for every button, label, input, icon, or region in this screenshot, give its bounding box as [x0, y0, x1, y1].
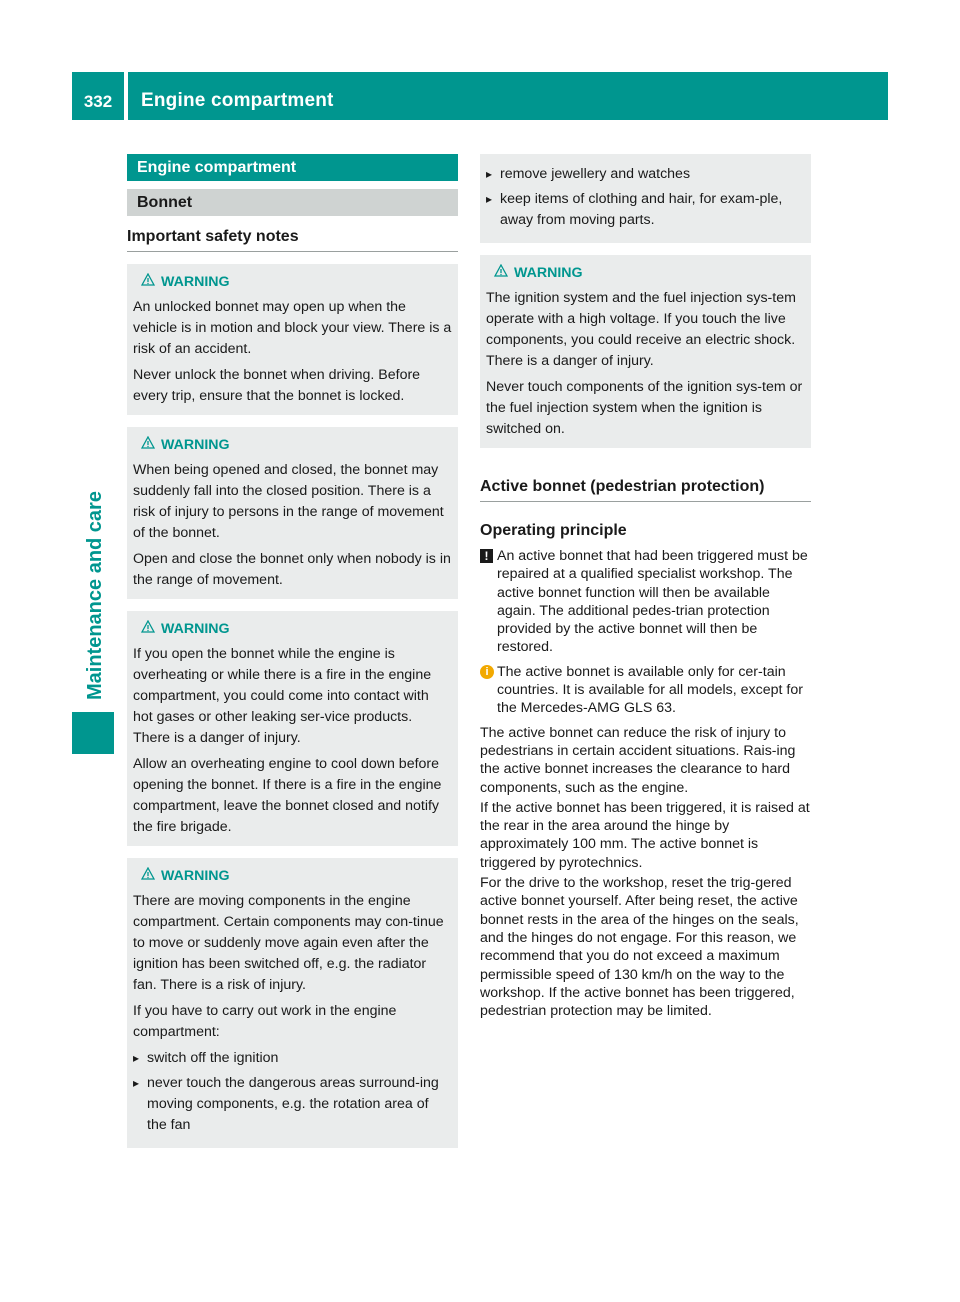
warning-box	[127, 858, 458, 1148]
caution-note	[480, 547, 811, 657]
warning-title: WARNING	[514, 265, 583, 281]
warning-triangle-icon	[141, 272, 161, 293]
warning-triangle-icon	[141, 866, 161, 887]
warning-text: When being opened and closed, the bonnet may suddenly fall into the closed position. There is a risk of injury to persons in the range of movement of the bonnet.	[133, 462, 444, 541]
list-item: ▸ switch off the ignition	[133, 1048, 452, 1069]
sidebar-tab-marker	[72, 712, 114, 754]
warning-triangle-icon	[141, 435, 161, 456]
warning-text: There are moving components in the engine compartment. Certain components may con-tinue to move or suddenly move again even after the ignition has been switched off, e.g. the radiator fan. There is a risk of injury.	[133, 893, 444, 993]
info-note	[480, 663, 811, 718]
paragraph: The active bonnet can reduce the risk of injury to pedestrians in certain accident situations. Rais-ing the active bonnet increases the clearance to hard components, such as the engine.	[480, 724, 796, 796]
page-number: 332	[83, 92, 113, 111]
right-column	[480, 154, 811, 1022]
warning-text: If you open the bonnet while the engine is overheating or while there is a fire in the engine compartment, you could come into contact with hot gases or other leaking ser-vice products. There is a danger of injury.	[133, 646, 432, 746]
warning-triangle-icon	[494, 263, 514, 284]
warning-text: The ignition system and the fuel injection sys-tem operate with a high voltage. If you touch the live components, you could receive an electric shock. There is a danger of injury.	[486, 290, 796, 369]
warning-box	[127, 264, 458, 415]
warning-triangle-icon	[141, 619, 161, 640]
warning-text: An unlocked bonnet may open up when the vehicle is in motion and block your view. There is a risk of an accident.	[133, 299, 452, 357]
warning-text: Never touch components of the ignition sys-tem or the fuel injection system when the ignition is switched on.	[486, 379, 803, 437]
note-text: An active bonnet that had been triggered must be repaired at a qualified specialist workshop. The active bonnet function will then be available again. The additional pedes-trian protection provided by the active bonnet will then be restored.	[497, 548, 808, 656]
note-text: The active bonnet is available only for cer-tain countries. It is available for all models, except for the Mercedes-AMG GLS 63.	[497, 663, 803, 717]
paragraph: For the drive to the workshop, reset the trig-gered active bonnet yourself. After being reset, the active bonnet rests in the area of the hinges on the seals, and the hinges do not engage. For this reason, we recommend that you do not exceed a maximum permissible speed of 130 km/h on the way to the workshop. If the active bonnet has been triggered, pedestrian protection may be limited.	[480, 875, 799, 1020]
info-icon: i	[480, 665, 494, 679]
warning-title: WARNING	[161, 274, 230, 290]
sidebar-section-label: Maintenance and care	[84, 491, 106, 700]
subsection-title-bar: Bonnet	[127, 189, 458, 216]
warning-box	[127, 427, 458, 599]
section-title-bar: Engine compartment	[127, 154, 458, 181]
important-safety-notes-heading: Important safety notes	[127, 226, 458, 252]
list-item: ▸ never touch the dangerous areas surround-ing moving components, e.g. the rotation area of the fan	[133, 1073, 452, 1136]
warning-title: WARNING	[161, 621, 230, 637]
paragraph: If the active bonnet has been triggered, it is raised at the rear in the area around the hinge by approximately 100 mm. The active bonnet is triggered by pyrotechnics.	[480, 799, 810, 871]
warning-box	[127, 611, 458, 846]
left-column	[127, 154, 458, 1148]
body-text	[480, 724, 811, 1021]
operating-principle-heading: Operating principle	[480, 522, 627, 539]
warning-box	[480, 255, 811, 448]
warning-title: WARNING	[161, 868, 230, 884]
page-title: Engine compartment	[141, 90, 334, 111]
active-bonnet-heading: Active bonnet (pedestrian protection)	[480, 476, 811, 502]
header-separator	[124, 72, 128, 120]
exclamation-icon: !	[480, 549, 493, 563]
warning-text: If you have to carry out work in the engine compartment:	[133, 1003, 397, 1040]
warning-continued-box	[480, 154, 811, 243]
list-item: ▸ keep items of clothing and hair, for exam-ple, away from moving parts.	[486, 189, 805, 231]
warning-title: WARNING	[161, 437, 230, 453]
warning-text: Open and close the bonnet only when nobody is in the range of movement.	[133, 551, 451, 588]
warning-text: Allow an overheating engine to cool down before opening the bonnet. If there is a fire in the engine compartment, leave the bonnet closed and notify the fire brigade.	[133, 756, 442, 835]
list-item: ▸ remove jewellery and watches	[486, 164, 805, 185]
warning-text: Never unlock the bonnet when driving. Before every trip, ensure that the bonnet is locked.	[133, 367, 421, 404]
